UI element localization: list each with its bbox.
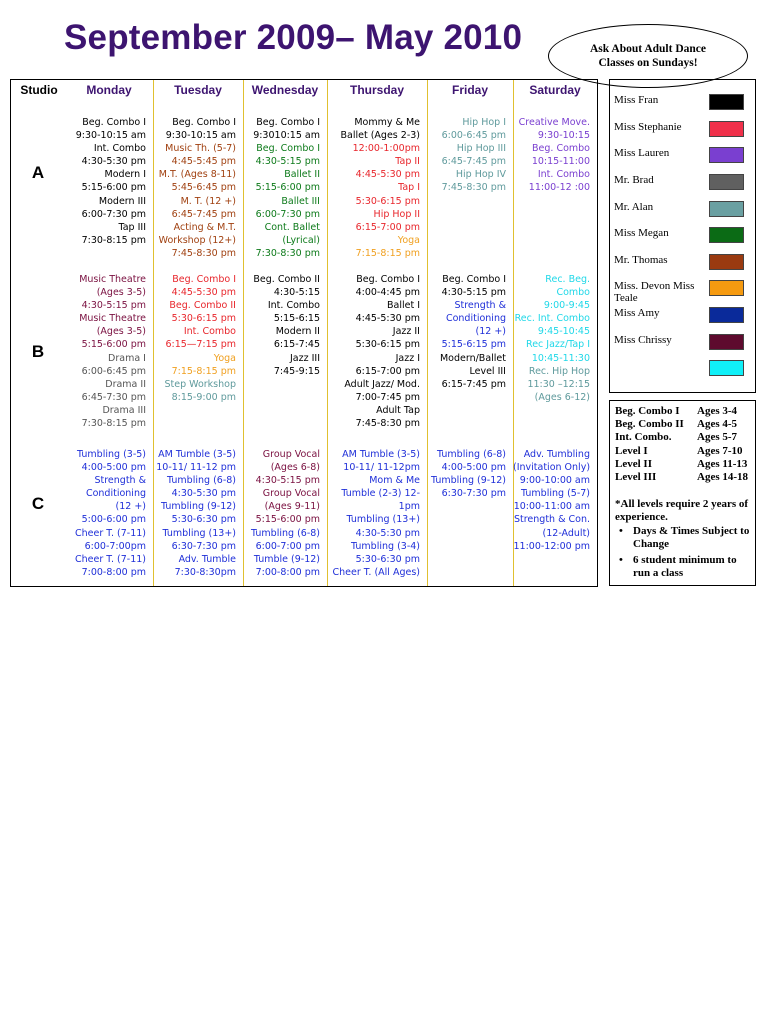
levels-bullet [615, 525, 753, 551]
class-line: 5:30-6:30 pm [171, 514, 236, 526]
level-row [615, 431, 755, 444]
teacher-color-swatch [709, 280, 744, 296]
schedule-cell-b-friday [427, 273, 506, 391]
class-line: 7:15-8:15 pm [355, 247, 420, 259]
class-line: 8:15-9:00 pm [171, 391, 236, 403]
callout-line-1: Ask About Adult Dance [590, 43, 706, 55]
class-line: Creative Move. [518, 117, 590, 128]
level-ages: Ages 14-18 [697, 471, 749, 483]
class-line: Yoga [397, 234, 420, 246]
class-line: 4:00-4:45 pm [355, 287, 420, 299]
class-line: 5:00-6:00 pm [81, 514, 146, 526]
level-ages: Ages 5-7 [697, 431, 738, 444]
class-line: 6:15—7:15 pm [165, 339, 236, 351]
class-line: Beg. Combo II [169, 300, 236, 312]
teacher-name: Miss Fran [614, 94, 659, 106]
teacher-name: Miss Amy [614, 307, 660, 319]
day-header-wednesday: Wednesday [251, 83, 319, 97]
class-line: Music Theatre [79, 313, 146, 325]
class-line: Int. Combo [183, 326, 236, 338]
class-line: Tap I [398, 182, 420, 194]
legend-row [614, 280, 750, 306]
class-line: Beg. Combo I [256, 143, 320, 155]
class-line: 4:00-5:00 pm [81, 462, 146, 474]
schedule-cell-b-thursday [327, 273, 420, 430]
teacher-color-swatch [709, 334, 744, 350]
class-line: Tumbling (13+) [346, 514, 420, 526]
class-line: Beg. Combo I [442, 274, 506, 285]
class-line: Tumble (2-3) 12- [341, 488, 420, 500]
schedule-cell-b-tuesday [153, 273, 236, 404]
class-line: 6:30-7:30 pm [171, 540, 236, 552]
legend-row [614, 334, 750, 360]
day-header-saturday: Saturday [529, 83, 581, 97]
class-line: 6:00-6:45 pm [441, 130, 506, 142]
legend-row [614, 227, 750, 253]
class-line: 11:30 –12:15 [527, 378, 590, 390]
teacher-color-swatch [709, 174, 744, 190]
class-line: Adv. Tumbling [523, 449, 590, 460]
class-line: Cheer T. (All Ages) [332, 566, 420, 578]
level-name: Level III [615, 471, 657, 483]
class-line: 4:45-5:45 pm [171, 156, 236, 168]
legend-row [614, 94, 750, 120]
class-line: Beg. Combo II [253, 274, 320, 285]
studio-label-b: B [31, 342, 45, 361]
class-line: 7:45-8:30 pm [441, 182, 506, 194]
class-line: 4:30-5:15 pm [255, 156, 320, 168]
class-line: Rec. Int. Combo [514, 313, 590, 325]
class-line: 1pm [398, 501, 420, 513]
class-line: (Invitation Only) [513, 462, 591, 474]
class-line: Hip Hop IV [455, 169, 506, 181]
schedule-cell-b-saturday [513, 273, 590, 404]
class-line: 5:15-6:00 pm [81, 339, 146, 351]
class-line: 5:30-6:15 pm [355, 195, 420, 207]
class-line: 4:45-5:30 pm [171, 287, 236, 299]
teacher-name: Miss Megan [614, 227, 669, 239]
class-line: Mom & Me [369, 475, 420, 487]
schedule-cell-b-wednesday [243, 273, 320, 378]
day-header-thursday: Thursday [349, 83, 404, 97]
class-line: 7:00-8:00 pm [255, 566, 320, 578]
teacher-color-swatch [709, 121, 744, 137]
level-row [615, 445, 755, 458]
class-line: 6:00-7:30 pm [255, 208, 320, 220]
bullet-icon: • [619, 525, 623, 537]
class-line: 5:15-6:15 pm [441, 339, 506, 351]
class-line: Rec. Beg. [545, 274, 590, 285]
class-line: 6:00-7:00 pm [255, 540, 320, 552]
day-header-tuesday: Tuesday [174, 83, 222, 97]
class-line: Int. Combo [537, 169, 590, 181]
class-line: Jazz II [392, 326, 420, 338]
teacher-color-swatch [709, 94, 744, 110]
level-row [615, 418, 755, 431]
levels-bullets [615, 525, 753, 583]
class-line: 4:30-5:30 pm [355, 527, 420, 539]
class-line: 9:00-10:00 am [519, 475, 590, 487]
class-line: Modern/Ballet [439, 352, 506, 364]
legend-row [614, 307, 750, 333]
class-line: 6:00-6:45 pm [81, 365, 146, 377]
studio-column-header: Studio [20, 83, 58, 97]
class-line: 9:30-10:15 [537, 130, 590, 142]
class-line: Hip Hop III [456, 143, 506, 155]
class-line: 5:15-6:00 pm [255, 514, 320, 526]
class-line: Modern III [98, 195, 146, 207]
class-line: 6:15-7:45 [273, 339, 320, 351]
teacher-name: Miss Chrissy [614, 334, 672, 346]
class-line: 5:15-6:00 pm [81, 182, 146, 194]
class-line: Combo [556, 287, 590, 299]
class-line: Conditioning [85, 488, 146, 500]
class-line: Tumbling (9-12) [431, 475, 506, 487]
teacher-name: Miss Lauren [614, 147, 670, 159]
teacher-name: Mr. Alan [614, 201, 654, 213]
day-header-monday: Monday [86, 83, 132, 97]
teacher-color-swatch [709, 360, 744, 376]
legend-row [614, 147, 750, 173]
class-line: Conditioning [445, 313, 506, 325]
level-age-key [609, 400, 756, 586]
class-line: Cheer T. (7-11) [75, 527, 146, 539]
class-line: Tumble (9-12) [253, 553, 320, 565]
class-line: 9:30-10:15 am [165, 130, 236, 142]
legend-row [614, 360, 750, 386]
class-line: M. T. (12 +) [180, 195, 236, 207]
schedule-cell-c-wednesday [243, 448, 320, 579]
class-line: Tumbling (6-8) [437, 449, 506, 460]
class-line: Acting & M.T. [173, 221, 236, 233]
schedule-cell-a-friday [427, 116, 506, 195]
class-line: Beg. Combo [532, 143, 590, 155]
class-line: 4:45-5:30 pm [355, 169, 420, 181]
class-line: Tumbling (5-7) [521, 488, 590, 500]
class-line: Tumbling (6-8) [251, 527, 320, 539]
class-line: 5:15-6:00 pm [255, 182, 320, 194]
class-line: Mommy & Me [354, 117, 420, 128]
class-line: 7:45-9:15 [273, 365, 320, 377]
class-line: Beg. Combo I [356, 274, 420, 285]
bullet-icon: • [619, 554, 623, 566]
level-name: Beg. Combo I [615, 405, 680, 417]
teacher-name: Mr. Thomas [614, 254, 668, 266]
class-line: 5:30-6:15 pm [171, 313, 236, 325]
class-line: 7:30-8:15 pm [81, 234, 146, 246]
class-line: 5:45-6:45 pm [171, 182, 236, 194]
schedule-cell-a-monday [65, 116, 146, 247]
class-line: 7:30-8:30 pm [255, 247, 320, 259]
schedule-table [10, 79, 598, 587]
schedule-cell-c-monday [65, 448, 146, 579]
bullet-text: 6 student minimum to run a class [633, 554, 737, 579]
class-line: 5:15-6:15 [273, 313, 320, 325]
class-line: Ballet III [281, 195, 320, 207]
class-line: Yoga [213, 352, 236, 364]
class-line: 10:45-11:30 [531, 352, 590, 364]
class-line: 11:00-12:00 pm [513, 540, 590, 552]
class-line: 7:00-8:00 pm [81, 566, 146, 578]
legend-row [614, 201, 750, 227]
class-line: 4:30-5:15 pm [441, 287, 506, 299]
bullet-text: Days & Times Subject to Change [633, 525, 750, 550]
class-line: (Ages 9-11) [264, 501, 320, 513]
class-line: Hip Hop II [373, 208, 420, 220]
class-line: AM Tumble (3-5) [158, 449, 236, 460]
class-line: 4:30-5:30 pm [81, 156, 146, 168]
schedule-cell-c-tuesday [153, 448, 236, 579]
class-line: Beg. Combo I [172, 117, 236, 128]
class-line: Adult Tap [376, 404, 420, 416]
class-line: Drama II [105, 378, 146, 390]
teacher-color-swatch [709, 201, 744, 217]
class-line: 4:30-5:15 pm [81, 300, 146, 312]
level-row [615, 405, 755, 418]
class-line: Strength & [94, 475, 146, 487]
class-line: Tumbling (13+) [162, 527, 236, 539]
class-line: 4:30-5:15 [273, 287, 320, 299]
class-line: 7:45-8:30 pm [355, 418, 420, 430]
class-line: Strength & [454, 300, 506, 312]
class-line: (12 +) [115, 501, 146, 513]
class-line: Beg. Combo I [172, 274, 236, 285]
class-line: Tumbling (6-8) [167, 475, 236, 487]
class-line: Cont. Ballet [264, 221, 320, 233]
class-line: Modern II [275, 326, 320, 338]
class-line: Beg. Combo I [256, 117, 320, 128]
studio-label-a: A [31, 163, 45, 182]
class-line: 6:00-7:30 pm [81, 208, 146, 220]
class-line: 9:30-10:15 am [75, 130, 146, 142]
class-line: 6:45-7:45 pm [171, 208, 236, 220]
class-line: Music Th. (5-7) [165, 143, 236, 155]
class-line: Ballet II [284, 169, 320, 181]
schedule-cell-c-saturday [513, 448, 590, 553]
schedule-cell-c-thursday [327, 448, 420, 579]
class-line: 9:45-10:45 [537, 326, 590, 338]
class-line: 7:00-7:45 pm [355, 391, 420, 403]
class-line: Int. Combo [93, 143, 146, 155]
schedule-cell-a-saturday [513, 116, 590, 195]
class-line: 7:30-8:30pm [174, 566, 236, 578]
class-line: Int. Combo [267, 300, 320, 312]
class-line: 6:45-7:30 pm [81, 391, 146, 403]
class-line: 4:45-5:30 pm [355, 313, 420, 325]
studio-label-c: C [31, 494, 45, 513]
legend-row [614, 254, 750, 280]
schedule-cell-b-monday [65, 273, 146, 430]
teacher-color-swatch [709, 307, 744, 323]
class-line: 6:15-7:00 pm [355, 221, 420, 233]
callout-line-2: Classes on Sundays! [598, 57, 698, 69]
teacher-color-legend [609, 79, 756, 393]
class-line: 11:00-12 :00 [528, 182, 590, 194]
legend-row [614, 121, 750, 147]
class-line: Jazz III [289, 352, 320, 364]
teacher-color-swatch [709, 227, 744, 243]
class-line: 5:30-6:15 pm [355, 339, 420, 351]
level-ages: Ages 7-10 [697, 444, 743, 457]
level-name: Level I [615, 444, 648, 457]
class-line: Rec Jazz/Tap I [526, 339, 590, 351]
class-line: (Ages 6-8) [270, 462, 320, 474]
class-line: (Ages 3-5) [96, 287, 146, 299]
level-row [615, 471, 755, 484]
class-line: 10-11/ 11-12pm [343, 462, 420, 474]
class-line: (Ages 3-5) [96, 326, 146, 338]
teacher-name: Miss Stephanie [614, 121, 682, 133]
class-line: AM Tumble (3-5) [342, 449, 420, 460]
class-line: 7:15-8:15 pm [171, 365, 236, 377]
class-line: Drama III [102, 404, 146, 416]
level-ages: Ages 3-4 [697, 405, 738, 417]
class-line: Tumbling (3-5) [77, 449, 146, 460]
class-line: M.T. (Ages 8-11) [158, 169, 236, 181]
levels-bullet [615, 554, 753, 580]
class-line: Hip Hop I [462, 117, 506, 128]
class-line: 9:3010:15 am [253, 130, 320, 142]
levels-note: *All levels require 2 years of experience. [615, 498, 749, 523]
class-line: 12:00-1:00pm [352, 143, 420, 155]
class-line: Tap II [395, 156, 420, 168]
class-line: Cheer T. (7-11) [75, 553, 146, 565]
class-line: Level III [469, 365, 506, 377]
class-line: Group Vocal [262, 449, 320, 460]
day-header-friday: Friday [451, 83, 488, 97]
class-line: 10-11/ 11-12 pm [156, 462, 236, 474]
level-name: Int. Combo. [615, 431, 672, 444]
class-line: (12 +) [475, 326, 506, 338]
schedule-cell-a-thursday [327, 116, 420, 260]
class-line: 9:00-9:45 [543, 300, 590, 312]
teacher-color-swatch [709, 254, 744, 270]
class-line: Adult Jazz/ Mod. [344, 378, 420, 390]
teacher-color-swatch [709, 147, 744, 163]
class-line: 6:45-7:45 pm [441, 156, 506, 168]
class-line: 4:00-5:00 pm [441, 462, 506, 474]
schedule-cell-a-wednesday [243, 116, 320, 260]
page-title: September 2009– May 2010 [64, 18, 523, 57]
class-line: 6:15-7:45 pm [441, 378, 506, 390]
level-row [615, 458, 755, 471]
class-line: Rec. Hip Hop [528, 365, 590, 377]
class-line: 10:00-11:00 am [513, 501, 590, 513]
class-line: Modern I [104, 169, 146, 181]
class-line: Jazz I [395, 352, 420, 364]
level-ages: Ages 11-13 [697, 457, 748, 470]
class-line: 6:30-7:30 pm [441, 488, 506, 500]
schedule-cell-a-tuesday [153, 116, 236, 260]
class-line: Ballet I [386, 300, 420, 312]
class-line: 10:15-11:00 [531, 156, 590, 168]
class-line: 6:00-7:00pm [84, 540, 146, 552]
class-line: Music Theatre [79, 274, 146, 285]
schedule-cell-c-friday [427, 448, 506, 500]
level-name: Level II [615, 457, 652, 470]
class-line: Tumbling (3-4) [351, 540, 420, 552]
class-line: Adv. Tumble [178, 553, 236, 565]
legend-row [614, 174, 750, 200]
class-line: Group Vocal [262, 488, 320, 500]
class-line: 6:15-7:00 pm [355, 365, 420, 377]
class-line: 4:30-5:15 pm [255, 475, 320, 487]
class-line: 5:30-6:30 pm [355, 553, 420, 565]
class-line: Workshop (12+) [158, 234, 236, 246]
class-line: (Lyrical) [282, 234, 320, 246]
class-line: Strength & Con. [513, 514, 590, 526]
class-line: (Ages 6-12) [534, 391, 590, 403]
class-line: Drama I [108, 352, 146, 364]
class-line: Tap III [118, 221, 146, 233]
class-line: Step Workshop [164, 378, 236, 390]
class-line: (12-Adult) [542, 527, 590, 539]
class-line: 7:30-8:15 pm [81, 418, 146, 430]
teacher-name: Mr. Brad [614, 174, 654, 186]
class-line: Ballet (Ages 2-3) [340, 130, 420, 142]
class-line: 7:45-8:30 pm [171, 247, 236, 259]
class-line: Beg. Combo I [82, 117, 146, 128]
class-line: 4:30-5:30 pm [171, 488, 236, 500]
level-name: Beg. Combo II [615, 418, 684, 431]
class-line: Tumbling (9-12) [161, 501, 236, 513]
teacher-name: Miss. Devon Miss Teale [614, 280, 695, 304]
level-ages: Ages 4-5 [697, 418, 738, 431]
